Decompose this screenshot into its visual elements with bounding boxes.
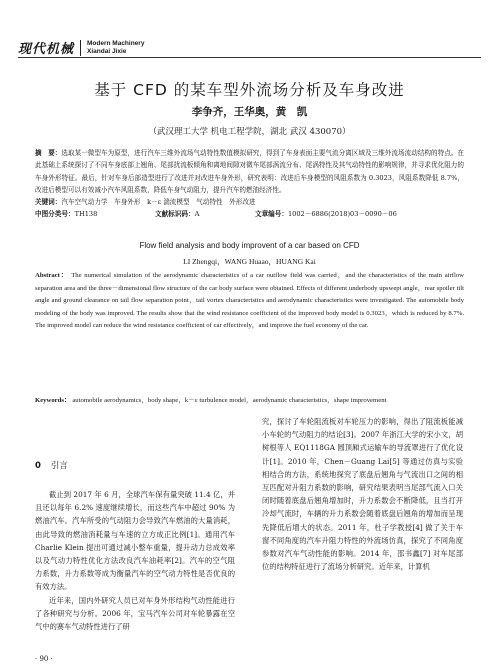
english-abstract-label: Abstract：	[35, 272, 69, 279]
left-column	[35, 488, 235, 633]
classification-row	[35, 208, 397, 218]
paper-title: 基于 CFD 的某车型外流场分析及车身改进	[94, 81, 405, 99]
paper-affiliation: （武汉理工大学 机电工程学院，湖北 武汉 430070）	[148, 127, 351, 137]
paragraph: 究，探讨了车轮阻流板对车轮压力的影响，得出了阻流板能减小车轮的气动阻力的结论[3]。2007 年浙江大学的宋小文，胡树根等人 EQ1118GA 圆顶厢式运输车的导流罩进行了优化设计[1]。2010 年，Chen－Guang Lai[5] 等通过仿真与实验相结合的方法，系统地探究了底盘后翘角与气流出口之间的相互匹配对升阻力系数的影响，研究结果表明当尾部气流入口关闭时随着底盘后翘角增加时，升力系数会不断降低，且当打开冷却气流时，车辆的升力系数会随着底盘后翘角的增加而呈现先降低后增大的状态。2011 年，杜子学教授[4] 做了关于车窗不同角度的汽车升阻力特性的外流场仿真，探究了不同角度参数对汽车气动性能的影响。2014 年，邵书鑫[7] 对车尾部位的结构特征进行了流场分析研究。近年来，计算机	[262, 417, 463, 572]
article-number	[255, 208, 397, 218]
page-number: · 90 ·	[35, 655, 53, 663]
doc-label: 文献标识码：	[155, 210, 195, 218]
doc-value: A	[194, 210, 200, 218]
abstract-cn	[35, 147, 464, 208]
journal-name-en-line1: Modern Machinery	[87, 40, 145, 47]
clc-label: 中图分类号：	[35, 210, 75, 218]
paragraph: 近年来，国内外研究人员已对车身外形结构气动性能进行了各种研究与分析。2006 年，宝马汽车公司对车轮暴露在空气中的赛车气动特性进行了研	[35, 595, 235, 632]
english-authors: LI Zhengqi，WANG Huaao，HUANG Kai	[183, 257, 316, 266]
article-label: 文章编号：	[255, 210, 288, 218]
journal-name-en-line2: Xiandai Jixie	[87, 47, 127, 55]
english-keywords-text: automobile aerodynamics，body shape，k－ε turbulence model，aerodynamic characteristics，shape improvement	[72, 397, 387, 404]
journal-name-en	[87, 40, 144, 55]
abstract-cn-text: 选取某一微型车为原型，进行汽车三维外流场气动特性数值模拟研究，得到了车身表面主要气流分离区域及三维外流场流动结构的特点。在此基础上系统探讨了不同车身底部上翘角、尾部扰流板倾角和离地间隙对微车尾部涡流分布、尾涡特性及其气动特性的影响规律，并寻求优化阻力的车身外形特征。最后，针对车身后部造型进行了改进并对改进车身外形，研究表明：改进后车身模型的风阻系数为 0.3023，风阻系数降低 8.7%，改进后模型可以有效减小汽车风阻系数，降低车身气动阻力，提升汽车的燃油经济性。	[35, 149, 465, 194]
english-title: Flow field analysis and body improvent of a car based on CFD	[139, 241, 360, 250]
paper-authors: 李争齐，王华奥，黄 凯	[191, 106, 308, 118]
clc-value: TH138	[74, 210, 98, 218]
english-keywords-label: Keywords：	[35, 397, 71, 404]
section-title: 引言	[50, 461, 68, 471]
english-abstract-text: The numerical simulation of the aerodynamic characteristics of a car outflow field was carried，and the characteristics of the main airflow separation area and the three－dimensional flow structure of the car body surface were obtained. Effects of different underbody upswept angle，rear spoiler tilt angle and ground clearance on tail flow separation point，tail vortex characteristics and aerodynamic characteristics were investigated. The automobile body modeling of the body was improved. The results show that the wind resistance coefficient of the improved body model is 0.3023，which is reduced by 8.7%. The improved model can reduce the wind resistance coefficient of car effectively，and improve the fuel economy of the car.	[35, 272, 465, 330]
article-value: 1002－6886(2018)03－0090－06	[287, 210, 397, 218]
journal-logo-cn: 现代机械	[18, 42, 75, 57]
keywords-cn-label: 关键词：	[35, 198, 62, 207]
abstract-cn-label: 摘 要：	[35, 149, 62, 157]
section-heading	[35, 459, 68, 471]
right-column	[262, 415, 463, 573]
keywords-cn-text: 汽车空气动力学 车身外形 k－ε 湍流模型 气动特性 外形改进	[61, 198, 256, 207]
english-abstract	[35, 270, 464, 333]
english-keywords	[35, 395, 464, 406]
section-number: 0	[35, 461, 41, 471]
clc-number	[35, 208, 155, 218]
doc-code	[155, 208, 255, 218]
header-divider	[80, 40, 81, 56]
journal-header	[18, 38, 144, 57]
header-rule	[18, 57, 481, 58]
paragraph: 截止到 2017 年 6 月，全球汽车保有量突破 11.4 亿，并且还以每年 6.2% 速度继续增长，而这些汽车中超过 90% 为燃油汽车。汽车所受的气动阻力会导致汽车燃油的大量消耗，由此导致的燃油消耗量与车速的立方成正比例[1]。通用汽车 Charlie Klein 提出可通过减小整车重量，提升动力总成效率以及气动力特性优化方法改良汽车油耗率[2]。汽车的空气阻力系数，升力系数等成为衡量汽车的空气动力特性是否优良的有效方法。	[35, 490, 235, 592]
